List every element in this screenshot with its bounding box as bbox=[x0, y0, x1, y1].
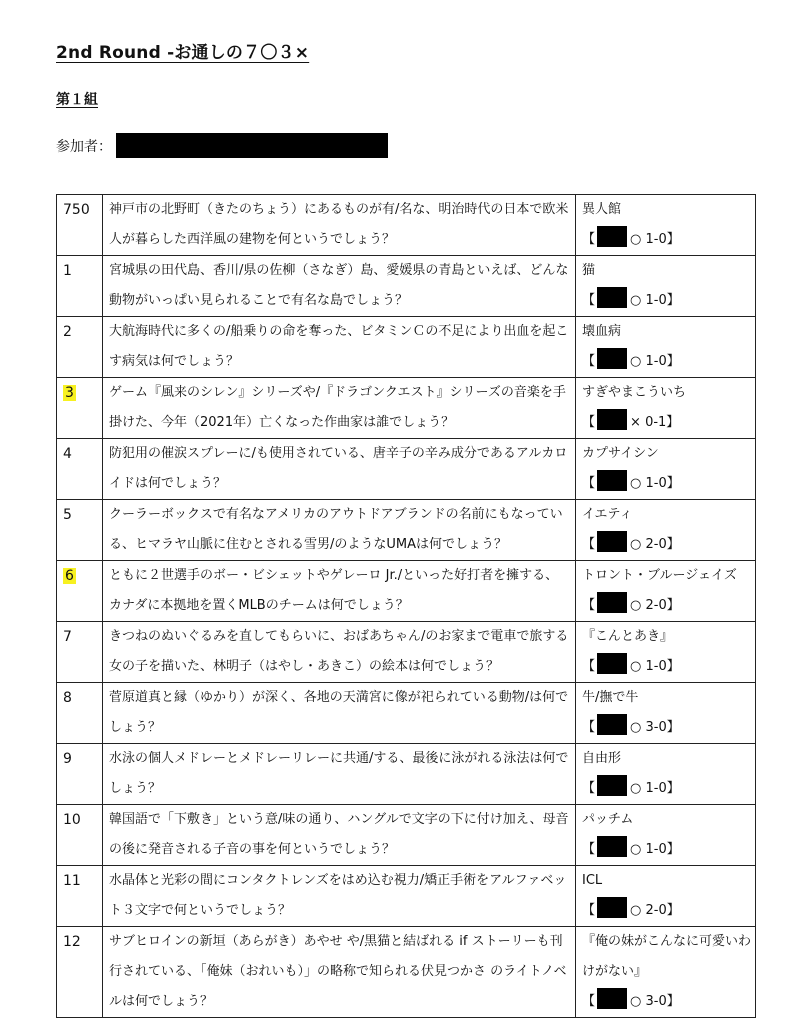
redacted-name bbox=[597, 714, 627, 735]
question-text: きつねのぬいぐるみを直してもらいに、おばあちゃん/のお家まで電車で旅する女の子を描いた、林明子（はやし・あきこ）の絵本は何でしょう？ bbox=[103, 622, 576, 683]
result-line bbox=[582, 896, 751, 926]
question-number: 3 bbox=[65, 385, 74, 401]
result-score: 1-0 bbox=[645, 293, 667, 308]
result-line bbox=[582, 774, 751, 804]
answer-text: イエティ bbox=[582, 507, 633, 522]
table-row bbox=[57, 317, 756, 378]
question-number: 9 bbox=[63, 751, 72, 767]
question-number: 6 bbox=[65, 568, 74, 584]
result-score: 0-1 bbox=[645, 415, 667, 430]
question-text: サブヒロインの新垣（あらがき）あやせ や/黒猫と結ばれる if ストーリーも刊行されている、「俺妹（おれいも）」の略称で知られる伏見つかさ のライトノベルは何でしょう？ bbox=[103, 927, 576, 1018]
bracket-open: 【 bbox=[582, 415, 596, 430]
table-row bbox=[57, 500, 756, 561]
result-score: 1-0 bbox=[645, 781, 667, 796]
bracket-open: 【 bbox=[582, 842, 596, 857]
redacted-name bbox=[597, 531, 627, 552]
bracket-open: 【 bbox=[582, 598, 596, 613]
bracket-open: 【 bbox=[582, 232, 596, 247]
group-heading: 第１組 bbox=[56, 92, 98, 108]
question-number: 8 bbox=[63, 690, 72, 706]
participants-line bbox=[56, 133, 388, 158]
bracket-open: 【 bbox=[582, 903, 596, 918]
question-text: 防犯用の催涙スプレーに/も使用されている、唐辛子の辛み成分であるアルカロイドは何でしょう？ bbox=[103, 439, 576, 500]
result-line bbox=[582, 591, 751, 621]
answer-text: ICL bbox=[582, 873, 603, 888]
redacted-name bbox=[597, 287, 627, 308]
question-text: 水晶体と光彩の間にコンタクトレンズをはめ込む視力/矯正手術をアルファベット３文字で何というでしょう？ bbox=[103, 866, 576, 927]
result-mark: ○ bbox=[630, 720, 642, 735]
answer-text: パッチム bbox=[582, 812, 634, 827]
result-line bbox=[582, 347, 751, 377]
participants-label: 参加者： bbox=[56, 138, 112, 155]
page-title: 2nd Round -お通しの７〇３× bbox=[56, 43, 310, 63]
question-table bbox=[56, 194, 756, 1018]
answer-text: 異人館 bbox=[582, 202, 622, 217]
table-row bbox=[57, 439, 756, 500]
result-score: 1-0 bbox=[645, 842, 667, 857]
result-score: 1-0 bbox=[645, 659, 667, 674]
answer-text: 牛/撫で牛 bbox=[582, 690, 639, 705]
table-row bbox=[57, 256, 756, 317]
result-score: 1-0 bbox=[645, 354, 667, 369]
table-row bbox=[57, 927, 756, 1018]
bracket-open: 【 bbox=[582, 293, 596, 308]
answer-text: 『こんとあき』 bbox=[582, 629, 674, 644]
bracket-open: 【 bbox=[582, 537, 596, 552]
bracket-close: 】 bbox=[666, 781, 680, 796]
table-row bbox=[57, 561, 756, 622]
bracket-close: 】 bbox=[666, 232, 680, 247]
redacted-name bbox=[597, 897, 627, 918]
redacted-name bbox=[597, 836, 627, 857]
result-line bbox=[582, 835, 751, 865]
bracket-close: 】 bbox=[666, 994, 680, 1009]
question-text: ゲーム『風来のシレン』シリーズや/『ドラゴンクエスト』シリーズの音楽を手掛けた、今年（2021年）亡くなった作曲家は誰でしょう？ bbox=[103, 378, 576, 439]
table-row bbox=[57, 378, 756, 439]
bracket-close: 】 bbox=[666, 659, 680, 674]
result-line bbox=[582, 713, 751, 743]
redacted-participants bbox=[116, 133, 388, 158]
bracket-close: 】 bbox=[666, 415, 680, 430]
result-line bbox=[582, 225, 751, 255]
bracket-open: 【 bbox=[582, 476, 596, 491]
bracket-close: 】 bbox=[666, 293, 680, 308]
question-text: 韓国語で「下敷き」という意/味の通り、ハングルで文字の下に付け加え、母音の後に発音される子音の事を何というでしょう？ bbox=[103, 805, 576, 866]
question-text: クーラーボックスで有名なアメリカのアウトドアブランドの名前にもなっている、ヒマラヤ山脈に住むとされる雪男/のようなUMAは何でしょう？ bbox=[103, 500, 576, 561]
question-text: 菅原道真と縁（ゆかり）が深く、各地の天満宮に像が祀られている動物/は何でしょう？ bbox=[103, 683, 576, 744]
result-score: 1-0 bbox=[645, 232, 667, 247]
bracket-close: 】 bbox=[666, 598, 680, 613]
answer-text: カプサイシン bbox=[582, 446, 659, 461]
table-row bbox=[57, 744, 756, 805]
answer-text: 猫 bbox=[582, 263, 596, 278]
question-number: 11 bbox=[63, 873, 81, 889]
bracket-close: 】 bbox=[666, 354, 680, 369]
result-mark: ○ bbox=[630, 781, 642, 796]
bracket-close: 】 bbox=[666, 720, 680, 735]
answer-text: トロント・ブルージェイズ bbox=[582, 568, 737, 583]
result-score: 1-0 bbox=[645, 476, 667, 491]
table-row bbox=[57, 805, 756, 866]
bracket-open: 【 bbox=[582, 354, 596, 369]
result-line bbox=[582, 408, 751, 438]
redacted-name bbox=[597, 775, 627, 796]
redacted-name bbox=[597, 409, 627, 430]
redacted-name bbox=[597, 592, 627, 613]
question-text: 水泳の個人メドレーとメドレーリレーに共通/する、最後に泳がれる泳法は何でしょう？ bbox=[103, 744, 576, 805]
bracket-close: 】 bbox=[666, 476, 680, 491]
redacted-name bbox=[597, 653, 627, 674]
question-text: ともに２世選手のボー・ビシェットやゲレーロ Jr./といった好打者を擁する、カナダに本拠地を置くMLBのチームは何でしょう？ bbox=[103, 561, 576, 622]
result-mark: ○ bbox=[630, 598, 642, 613]
result-score: 3-0 bbox=[645, 994, 667, 1009]
redacted-name bbox=[597, 348, 627, 369]
question-number: 12 bbox=[63, 934, 81, 950]
bracket-open: 【 bbox=[582, 659, 596, 674]
result-mark: ○ bbox=[630, 659, 642, 674]
question-text: 大航海時代に多くの/船乗りの命を奪った、ビタミンＣの不足により出血を起こす病気は何でしょう？ bbox=[103, 317, 576, 378]
question-number: 7 bbox=[63, 629, 72, 645]
bracket-close: 】 bbox=[666, 903, 680, 918]
answer-text: すぎやまこういち bbox=[582, 385, 687, 400]
bracket-open: 【 bbox=[582, 720, 596, 735]
result-mark: × bbox=[630, 415, 641, 430]
redacted-name bbox=[597, 988, 627, 1009]
result-score: 2-0 bbox=[645, 537, 667, 552]
question-number: 4 bbox=[63, 446, 72, 462]
result-mark: ○ bbox=[630, 842, 642, 857]
result-line bbox=[582, 469, 751, 499]
table-row bbox=[57, 683, 756, 744]
bracket-open: 【 bbox=[582, 781, 596, 796]
result-score: 2-0 bbox=[645, 903, 667, 918]
result-score: 2-0 bbox=[645, 598, 667, 613]
result-line bbox=[582, 987, 751, 1017]
table-row bbox=[57, 195, 756, 256]
question-number: 10 bbox=[63, 812, 81, 828]
result-mark: ○ bbox=[630, 994, 642, 1009]
redacted-name bbox=[597, 226, 627, 247]
answer-text: 自由形 bbox=[582, 751, 622, 766]
answer-text: 『俺の妹がこんなに可愛いわけがない』 bbox=[582, 934, 752, 979]
bracket-close: 】 bbox=[666, 842, 680, 857]
result-mark: ○ bbox=[630, 232, 642, 247]
bracket-close: 】 bbox=[666, 537, 680, 552]
question-number: 5 bbox=[63, 507, 72, 523]
redacted-name bbox=[597, 470, 627, 491]
question-text: 神戸市の北野町（きたのちょう）にあるものが有/名な、明治時代の日本で欧米人が暮らした西洋風の建物を何というでしょう？ bbox=[103, 195, 576, 256]
result-line bbox=[582, 652, 751, 682]
answer-text: 壊血病 bbox=[582, 324, 622, 339]
question-number: 2 bbox=[63, 324, 72, 340]
result-score: 3-0 bbox=[645, 720, 667, 735]
result-mark: ○ bbox=[630, 476, 642, 491]
table-row bbox=[57, 622, 756, 683]
question-number: 750 bbox=[63, 202, 90, 218]
result-line bbox=[582, 530, 751, 560]
question-number: 1 bbox=[63, 263, 72, 279]
result-mark: ○ bbox=[630, 354, 642, 369]
result-mark: ○ bbox=[630, 903, 642, 918]
bracket-open: 【 bbox=[582, 994, 596, 1009]
question-text: 宮城県の田代島、香川/県の佐柳（さなぎ）島、愛媛県の青島といえば、どんな動物がいっぱい見られることで有名な島でしょう？ bbox=[103, 256, 576, 317]
result-mark: ○ bbox=[630, 537, 642, 552]
result-line bbox=[582, 286, 751, 316]
table-row bbox=[57, 866, 756, 927]
result-mark: ○ bbox=[630, 293, 642, 308]
